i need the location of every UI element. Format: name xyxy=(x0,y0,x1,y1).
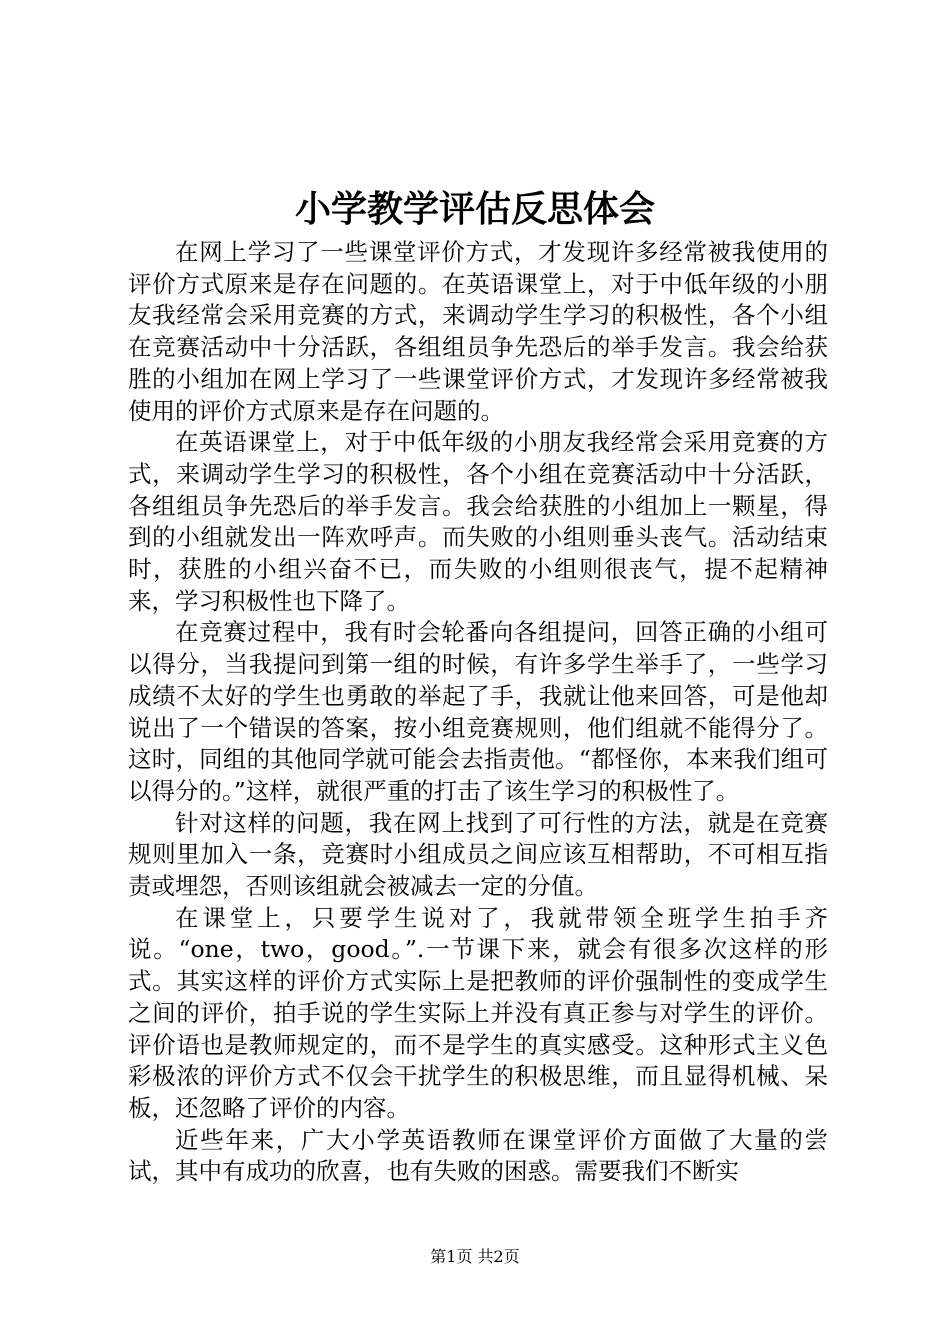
paragraph: 在英语课堂上，对于中低年级的小朋友我经常会采用竞赛的方式，来调动学生学习的积极性，各个小组在竞赛活动中十分活跃，各组组员争先恐后的举手发言。我会给获胜的小组加上一颗星，得到的小组就发出一阵欢呼声。而失败的小组则垂头丧气。活动结束时，获胜的小组兴奋不已，而失败的小组则很丧气，提不起精神来，学习积极性也下降了。 xyxy=(128,428,828,615)
paragraph: 近些年来，广大小学英语教师在课堂评价方面做了大量的尝试，其中有成功的欣喜，也有失败的困惑。需要我们不断实 xyxy=(128,1125,828,1186)
paragraph: 针对这样的问题，我在网上找到了可行性的方法，就是在竞赛规则里加入一条，竞赛时小组成员之间应该互相帮助，不可相互指责或埋怨，否则该组就会被减去一定的分值。 xyxy=(128,808,828,901)
paragraph: 在网上学习了一些课堂评价方式，才发现许多经常被我使用的评价方式原来是存在问题的。在英语课堂上，对于中低年级的小朋友我经常会采用竞赛的方式，来调动学生学习的积极性，各个小组在竞赛活动中十分活跃，各组组员争先恐后的举手发言。我会给获胜的小组加在网上学习了一些课堂评价方式，才发现许多经常被我使用的评价方式原来是存在问题的。 xyxy=(128,238,828,425)
document-body xyxy=(128,237,828,1188)
page-number-footer: 第1页 共2页 xyxy=(430,1247,520,1266)
document-title: 小学教学评估反思体会 xyxy=(294,188,655,230)
paragraph: 在课堂上，只要学生说对了，我就带领全班学生拍手齐说。“one，two，good。”.一节课下来，就会有很多次这样的形式。其实这样的评价方式实际上是把教师的评价强制性的变成学生之间的评价，拍手说的学生实际上并没有真正参与对学生的评价。评价语也是教师规定的，而不是学生的真实感受。这种形式主义色彩极浓的评价方式不仅会干扰学生的积极思维，而且显得机械、呆板，还忽略了评价的内容。 xyxy=(128,903,828,1122)
paragraph: 在竞赛过程中，我有时会轮番向各组提问，回答正确的小组可以得分，当我提问到第一组的时候，有许多学生举手了，一些学习成绩不太好的学生也勇敢的举起了手，我就让他来回答，可是他却说出了一个错误的答案，按小组竞赛规则，他们组就不能得分了。这时，同组的其他同学就可能会去指责他。“都怪你，本来我们组可以得分的。”这样，就很严重的打击了该生学习的积极性了。 xyxy=(128,618,828,805)
